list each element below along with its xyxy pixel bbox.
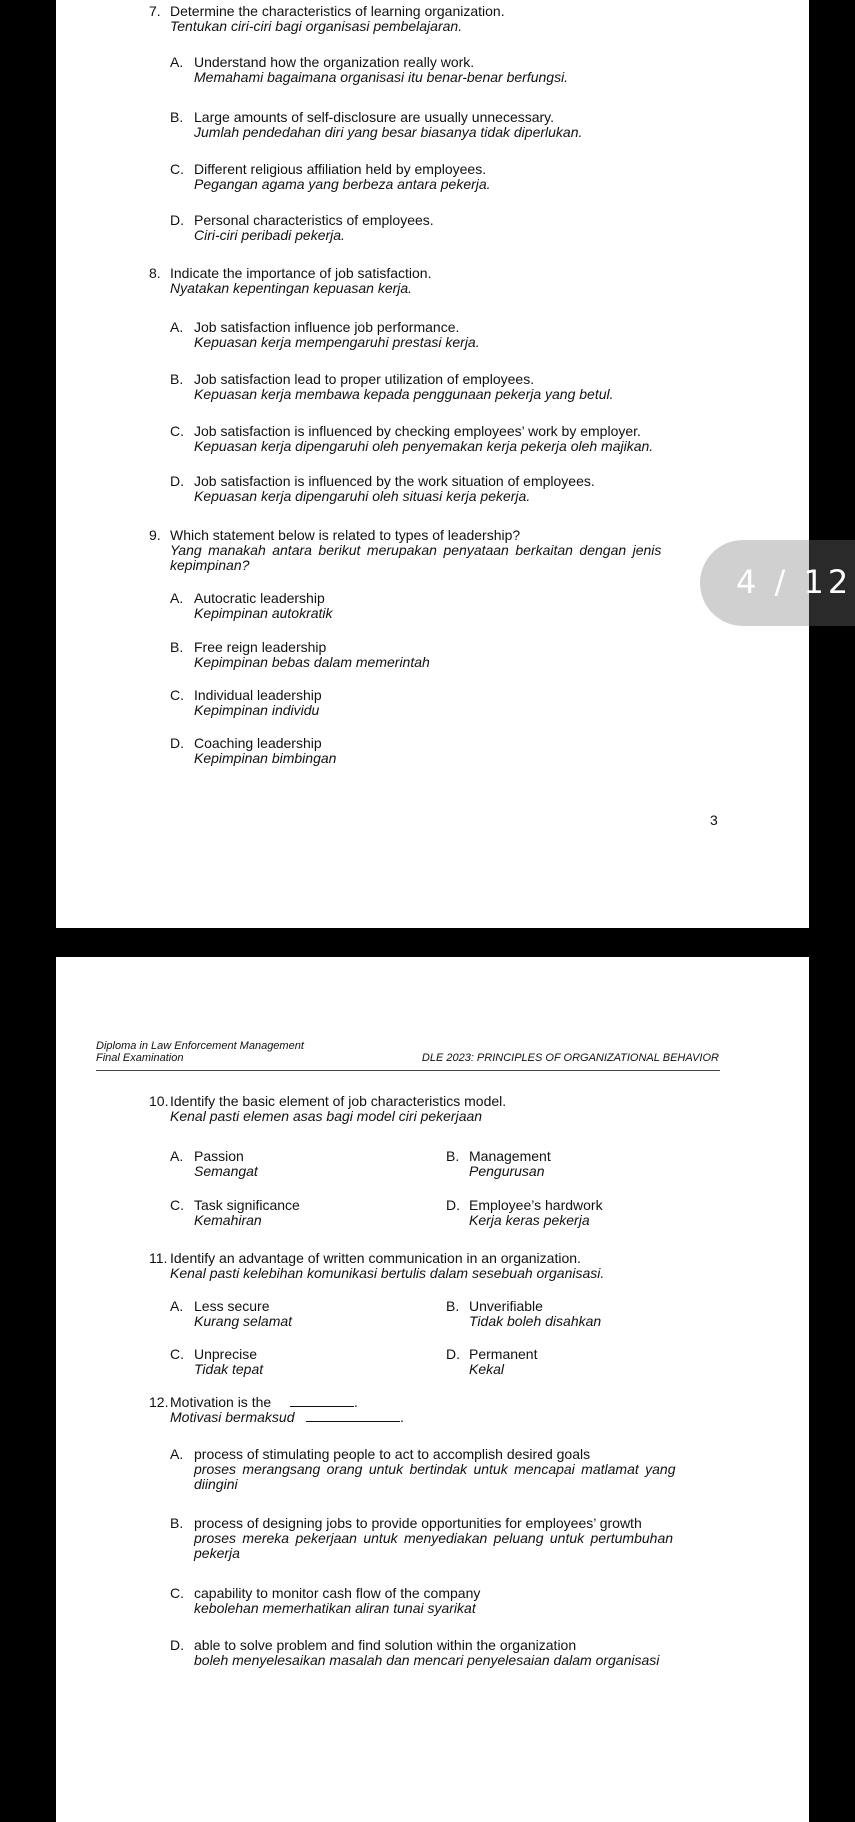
option-text-en: Large amounts of self-disclosure are usually unnecessary. <box>194 109 555 125</box>
option-letter: D. <box>446 1197 460 1213</box>
option-text-ms: Ciri-ciri peribadi pekerja. <box>194 227 345 243</box>
answer-blank: . <box>290 1394 358 1410</box>
option-letter: A. <box>170 1446 184 1462</box>
page-counter-text: 4 / 12 <box>736 563 853 601</box>
option-letter: D. <box>170 1637 184 1653</box>
page-number: 3 <box>710 812 718 828</box>
option-text-ms: proses merangsang orang untuk bertindak untuk mencapai matlamat yang <box>194 1461 676 1477</box>
option-text-ms: Kemahiran <box>194 1212 262 1228</box>
option-text-en: Autocratic leadership <box>194 590 325 606</box>
option-text-en: Understand how the organization really work. <box>194 54 475 70</box>
question-text-en: Which statement below is related to types of leadership? <box>170 527 521 543</box>
question-text-ms: Tentukan ciri-ciri bagi organisasi pembelajaran. <box>170 18 463 34</box>
option-text-ms: Kepimpinan bimbingan <box>194 750 337 766</box>
option-letter: B. <box>170 109 184 125</box>
option-letter: C. <box>170 1197 184 1213</box>
question-text-en: Determine the characteristics of learning organization. <box>170 3 505 19</box>
option-text-en: capability to monitor cash flow of the company <box>194 1585 481 1601</box>
option-text-ms-cont: diingini <box>194 1476 238 1492</box>
option-text-ms: boleh menyelesaikan masalah dan mencari penyelesaian dalam organisasi <box>194 1652 660 1668</box>
option-text-ms: Tidak boleh disahkan <box>469 1313 602 1329</box>
option-letter: C. <box>170 1585 184 1601</box>
question-text-ms: Kenal pasti elemen asas bagi model ciri pekerjaan <box>170 1108 483 1124</box>
option-letter: B. <box>170 371 184 387</box>
option-letter: A. <box>170 1298 184 1314</box>
option-letter: B. <box>446 1298 460 1314</box>
option-text-en: Job satisfaction is influenced by the work situation of employees. <box>194 473 595 489</box>
question-text-en: Identify the basic element of job characteristics model. <box>170 1093 507 1109</box>
question-text-ms: Yang manakah antara berikut merupakan penyataan berkaitan dengan jenis <box>170 542 662 558</box>
option-text-ms: Memahami bagaimana organisasi itu benar-benar berfungsi. <box>194 69 569 85</box>
option-letter: A. <box>170 54 184 70</box>
option-text-en: Management <box>469 1148 551 1164</box>
document-page-4 <box>56 957 809 1822</box>
option-text-en: Free reign leadership <box>194 639 327 655</box>
option-text-ms: proses mereka pekerjaan untuk menyediakan peluang untuk pertumbuhan <box>194 1530 674 1546</box>
question-text-en: Indicate the importance of job satisfaction. <box>170 265 432 281</box>
option-letter: C. <box>170 1346 184 1362</box>
option-text-ms: kebolehan memerhatikan aliran tunai syarikat <box>194 1600 476 1616</box>
option-letter: D. <box>446 1346 460 1362</box>
question-text-ms: Kenal pasti kelebihan komunikasi bertulis dalam sesebuah organisasi. <box>170 1265 605 1281</box>
option-text-en: Personal characteristics of employees. <box>194 212 434 228</box>
option-text-ms: Semangat <box>194 1163 258 1179</box>
option-text-en: Coaching leadership <box>194 735 322 751</box>
option-letter: A. <box>170 1148 184 1164</box>
option-text-en: Permanent <box>469 1346 538 1362</box>
question-number: 8. <box>149 265 161 281</box>
option-text-en: Job satisfaction influence job performance. <box>194 319 460 335</box>
question-number: 11. <box>149 1250 168 1266</box>
option-letter: D. <box>170 212 184 228</box>
option-text-ms: Kurang selamat <box>194 1313 293 1329</box>
option-text-ms: Kepuasan kerja dipengaruhi oleh situasi kerja pekerja. <box>194 488 531 504</box>
header-program: Diploma in Law Enforcement Management <box>96 1040 304 1052</box>
question-text-ms: Nyatakan kepentingan kepuasan kerja. <box>170 280 413 296</box>
option-text-en: Employee’s hardwork <box>469 1197 603 1213</box>
question-text-en: Identify an advantage of written communication in an organization. <box>170 1250 581 1266</box>
option-text-ms: Kekal <box>469 1361 505 1377</box>
question-number: 10. <box>149 1093 169 1109</box>
option-text-en: process of designing jobs to provide opportunities for employees’ growth <box>194 1515 642 1531</box>
option-text-en: Task significance <box>194 1197 300 1213</box>
question-number: 9. <box>149 527 161 543</box>
option-letter: A. <box>170 590 184 606</box>
option-letter: C. <box>170 687 184 703</box>
option-text-en: Unverifiable <box>469 1298 543 1314</box>
header-course: DLE 2023: PRINCIPLES OF ORGANIZATIONAL BEHAVIOR <box>421 1052 719 1064</box>
option-text-en: Different religious affiliation held by employees. <box>194 161 487 177</box>
option-letter: B. <box>446 1148 460 1164</box>
page-counter-overlay[interactable] <box>700 540 855 626</box>
option-text-ms: Pegangan agama yang berbeza antara pekerja. <box>194 176 491 192</box>
option-letter: D. <box>170 473 184 489</box>
question-number: 7. <box>149 3 161 19</box>
header-divider <box>96 1070 720 1071</box>
option-letter: B. <box>170 639 184 655</box>
option-text-ms: Tidak tepat <box>194 1361 264 1377</box>
option-text-ms: Kepimpinan individu <box>194 702 320 718</box>
option-text-en: process of stimulating people to act to accomplish desired goals <box>194 1446 591 1462</box>
option-letter: C. <box>170 161 184 177</box>
option-text-ms: Kepimpinan autokratik <box>194 605 333 621</box>
option-text-ms: Kepuasan kerja dipengaruhi oleh penyemakan kerja pekerja oleh majikan. <box>194 438 654 454</box>
option-text-ms: Kerja keras pekerja <box>469 1212 590 1228</box>
option-text-en: Job satisfaction is influenced by checking employees’ work by employer. <box>194 423 641 439</box>
option-text-en: Job satisfaction lead to proper utilization of employees. <box>194 371 535 387</box>
option-letter: A. <box>170 319 184 335</box>
option-text-ms: Jumlah pendedahan diri yang besar biasanya tidak diperlukan. <box>194 124 583 140</box>
option-letter: B. <box>170 1515 184 1531</box>
option-text-en: Less secure <box>194 1298 270 1314</box>
option-letter: D. <box>170 735 184 751</box>
option-text-en: Passion <box>194 1148 244 1164</box>
option-text-ms-cont: pekerja <box>194 1545 240 1561</box>
option-text-ms: Kepimpinan bebas dalam memerintah <box>194 654 430 670</box>
option-letter: C. <box>170 423 184 439</box>
option-text-ms: Kepuasan kerja membawa kepada penggunaan pekerja yang betul. <box>194 386 614 402</box>
header-exam: Final Examination <box>96 1052 184 1064</box>
option-text-ms: Kepuasan kerja mempengaruhi prestasi kerja. <box>194 334 480 350</box>
question-text-en: Motivation is the <box>170 1394 272 1410</box>
question-text-ms-cont: kepimpinan? <box>170 557 250 573</box>
option-text-ms: Pengurusan <box>469 1163 545 1179</box>
option-text-en: able to solve problem and find solution within the organization <box>194 1637 577 1653</box>
question-text-ms: Motivasi bermaksud <box>170 1409 295 1425</box>
question-number: 12. <box>149 1394 169 1410</box>
option-text-en: Unprecise <box>194 1346 258 1362</box>
option-text-en: Individual leadership <box>194 687 322 703</box>
answer-blank: . <box>306 1409 404 1425</box>
